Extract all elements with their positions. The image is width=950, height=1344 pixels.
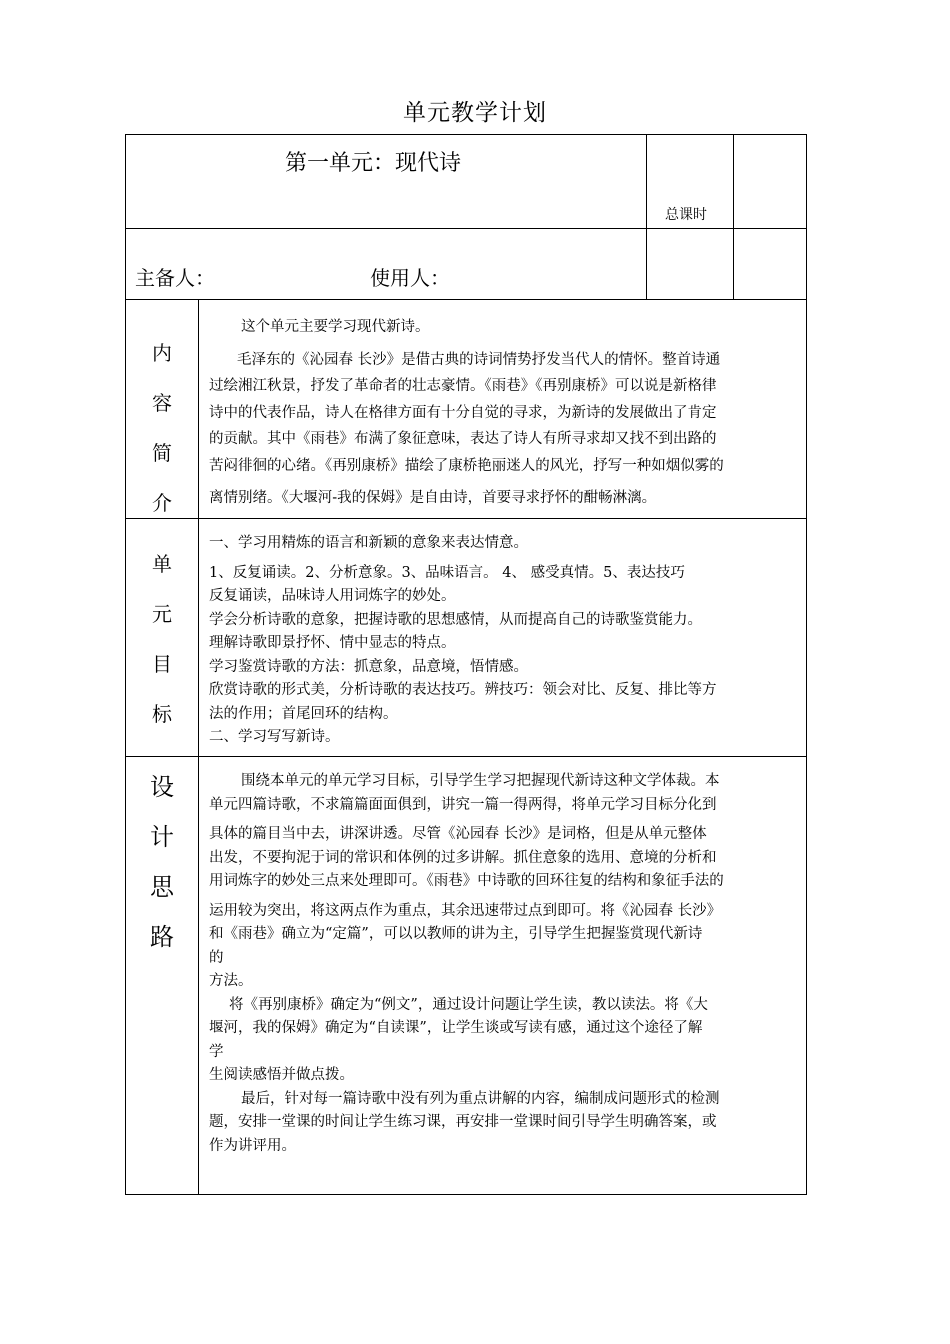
goals-line: 学习鉴赏诗歌的方法：抓意象，品意境，悟情感。 (209, 658, 528, 675)
goals-line: 欣赏诗歌的形式美，分析诗歌的表达技巧。辨技巧：领会对比、反复、排比等方 (209, 682, 717, 698)
table-border-top (125, 134, 807, 135)
design-line: 出发，不要拘泥于词的常识和体例的过多讲解。抓住意象的选用、意境的分析和 (209, 849, 717, 866)
design-line: 题，安排一堂课的时间让学生练习课，再安排一堂课时间引导学生明确答案，或 (209, 1114, 717, 1130)
header-divider-1 (646, 134, 647, 299)
design-line: 方法。 (209, 973, 253, 989)
row-divider-4 (125, 756, 807, 757)
intro-label (125, 328, 199, 528)
design-label-char: 路 (150, 923, 174, 951)
goals-line: 学会分析诗歌的意象，把握诗歌的思想感情，从而提高自己的诗歌鉴赏能力。 (209, 611, 702, 628)
design-label-char: 设 (150, 773, 174, 801)
intro-label-char: 内 (152, 341, 172, 365)
intro-paragraph: 诗中的代表作品，诗人在格律方面有十分自觉的寻求，为新诗的发展做出了肯定 (209, 404, 717, 421)
design-line: 堰河，我的保姆》确定为“自读课”，让学生谈或写读有感，通过这个途径了解 (209, 1020, 703, 1036)
design-line: 最后，针对每一篇诗歌中没有列为重点讲解的内容，编制成问题形式的检测 (241, 1090, 720, 1107)
intro-content (209, 314, 801, 512)
design-line: 学 (209, 1043, 224, 1060)
goals-line: 1、反复诵读。2、分析意象。3、品味语言。 4、 感受真情。5、表达技巧 (209, 564, 685, 581)
design-line: 具体的篇目当中去，讲深讲透。尽管《沁园春 长沙》是词格，但是从单元整体 (209, 826, 707, 842)
goals-label-char: 单 (152, 552, 172, 576)
design-label-char: 计 (150, 823, 174, 851)
design-label (125, 762, 199, 962)
goals-line: 二、学习写写新诗。 (209, 729, 340, 745)
goals-content (209, 532, 801, 750)
row-divider-2 (125, 299, 807, 300)
intro-label-char: 容 (152, 391, 172, 415)
intro-label-char: 简 (152, 441, 172, 465)
intro-paragraph: 过绘湘江秋景，抒发了革命者的壮志豪情。《雨巷》《再别康桥》可以说是新格律 (209, 378, 717, 394)
design-line: 用词炼字的妙处三点来处理即可。《雨巷》中诗歌的回环往复的结构和象征手法的 (209, 873, 724, 889)
preparer-label: 主备人： (135, 266, 215, 290)
design-line: 作为讲评用。 (209, 1137, 296, 1154)
row-divider-3 (125, 518, 807, 519)
unit-title: 第一单元：现代诗 (285, 151, 462, 176)
intro-paragraph: 苦闷徘徊的心绪。《再别康桥》描绘了康桥艳丽迷人的风光，抒写一种如烟似雾的 (209, 457, 724, 474)
design-label-char: 思 (150, 873, 174, 901)
goals-label-char: 目 (152, 652, 172, 676)
lesson-plan-table (125, 134, 807, 1195)
design-line: 运用较为突出，将这两点作为重点，其余迅速带过点到即可。将《沁园春 长沙》 (209, 902, 722, 919)
design-content (209, 770, 801, 1158)
total-hours-label: 总课时 (665, 207, 707, 223)
goals-label-char: 标 (152, 702, 172, 726)
header-divider-2 (733, 134, 734, 299)
goals-line: 法的作用；首尾回环的结构。 (209, 705, 398, 722)
intro-label-char: 介 (152, 491, 172, 515)
design-line: 的 (209, 949, 224, 966)
table-border-right (806, 134, 807, 1195)
goals-label-char: 元 (152, 602, 172, 626)
page-title: 单元教学计划 (403, 100, 547, 126)
goals-line: 理解诗歌即景抒怀、情中显志的特点。 (209, 635, 456, 651)
design-line: 和《雨巷》确立为“定篇”，可以以教师的讲为主，引导学生把握鉴赏现代新诗 (209, 926, 703, 942)
intro-paragraph: 离情别绪。《大堰河-我的保姆》是自由诗，首要寻求抒怀的酣畅淋漓。 (209, 490, 657, 506)
intro-paragraph: 的贡献。其中《雨巷》布满了象征意味，表达了诗人有所寻求却又找不到出路的 (209, 431, 717, 447)
row-divider-1 (125, 228, 807, 229)
table-border-bottom (125, 1194, 807, 1195)
goals-line: 反复诵读，品味诗人用词炼字的妙处。 (209, 588, 456, 604)
user-label: 使用人： (370, 266, 450, 290)
design-line: 生阅读感悟并做点拨。 (209, 1067, 354, 1083)
design-line: 单元四篇诗歌，不求篇篇面面俱到，讲究一篇一得两得，将单元学习目标分化到 (209, 796, 717, 813)
goals-label (125, 539, 199, 739)
design-line: 围绕本单元的单元学习目标，引导学生学习把握现代新诗这种文学体裁。本 (241, 773, 720, 789)
intro-paragraph: 毛泽东的《沁园春 长沙》是借古典的诗词情势抒发当代人的情怀。整首诗通 (237, 351, 721, 368)
goals-line: 一、学习用精炼的语言和新颖的意象来表达情意。 (209, 535, 528, 551)
design-line: 将《再别康桥》确定为“例文”，通过设计问题让学生读，教以读法。将《大 (229, 996, 708, 1013)
intro-paragraph: 这个单元主要学习现代新诗。 (241, 319, 430, 335)
